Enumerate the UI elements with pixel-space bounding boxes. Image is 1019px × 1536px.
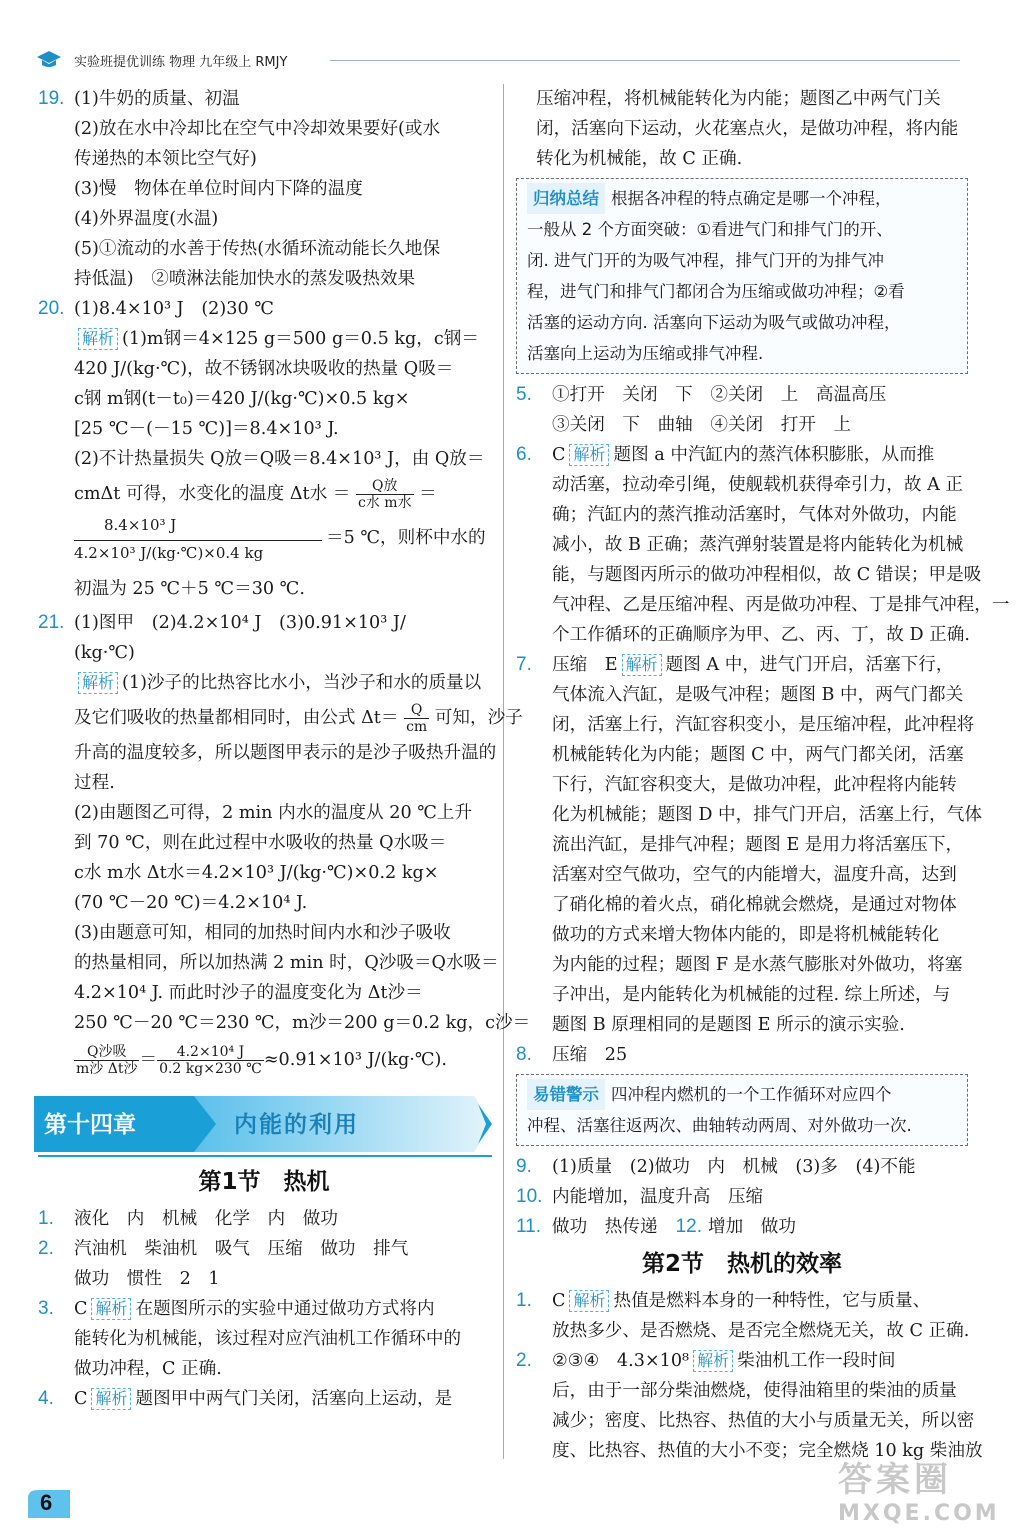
analysis-tag: 解析 bbox=[569, 1290, 609, 1312]
question-7: 7. 压缩 E 解析 题图 A 中，进气门开启，活塞下行， 气体流入汽缸，是吸气冲程；题图 B 中，两气门都关 闭，活塞上行，汽缸容积变小，是压缩冲程，此冲程将 机械能转化为内能；题图 C 中，两气门都关闭，活塞 下行，汽缸容积变大，是做功冲程，此冲程将内能转 化为机械能；题图 D 中，排气门开启，活塞上行，气体 流出汽缸，是排气冲程；题图 E 是用力将活塞压下， 活塞对空气做功，空气的内能增大，温度升高，达到 了硝化棉的着火点，硝化棉就会燃烧，是通过对物体 做功的方式来增大物体内能的，即是将机械能转化 为内能的过程；题图 F 是水蒸气膨胀对外做功，将塞 子冲出，是内能转化为机械能的过程. 综上所述，与 题图 B 原理相同的是题图 E 所示的演示实验. bbox=[516, 654, 982, 1035]
question-number: 20. bbox=[38, 298, 65, 319]
analysis-tag: 解析 bbox=[78, 672, 118, 694]
analysis-tag: 解析 bbox=[91, 1298, 131, 1320]
analysis-tag: 解析 bbox=[78, 328, 118, 350]
column-divider bbox=[503, 84, 504, 1459]
analysis-tag: 解析 bbox=[569, 444, 609, 466]
question-21: 21. (1)图甲 (2)4.2×10⁴ J (3)0.91×10³ J/ (kg·℃) 解析 (1)沙子的比热容比水小，当沙子和水的质量以 及它们吸收的热量都相同时，由公式 Δt＝ $\frac{Q}{cm}$ 可知，沙子 升高的温度较多，所以题图甲表示的是沙子吸热升温的 过程. (2)由题图乙可得，2 min 内水的温度从 20 ℃上升 到 70 ℃，则在此过程中水吸收的热量 Q水吸＝ c水 m水 Δt水＝4.2×10³ J/(kg·℃)×0.2 kg× (70 ℃－20 ℃)＝4.2×10⁴ J. (3)由题意可知，相同的加热时间内水和沙子吸收 的热量相同，所以加热满 2 min 时，Q沙吸＝Q水吸＝ 4.2×10⁴ J. 而此时沙子的温度变化为 Δt沙＝ 250 ℃－20 ℃＝230 ℃，m沙＝200 g＝0.2 kg，c沙＝ $\frac{\text{Q沙吸}}{\text{m沙 Δt沙}}$ ＝ $\frac{\text{4.2×10⁴ J}}{0.2 kg\times 230 ℃}$ ≈0.91×10³ J/(kg·℃). bbox=[38, 608, 490, 1082]
page-number: 6 bbox=[26, 1488, 72, 1520]
question-20: 20. (1)8.4×10³ J (2)30 ℃ 解析 (1)m钢＝4×125 g＝500 g＝0.5 kg，c钢＝ 420 J/(kg·℃)，故不锈钢冰块吸收的热量 Q吸＝ c钢 m钢(t－t₀)＝420 J/(kg·℃)×0.5 kg× [25 ℃－(－15 ℃)]＝8.4×10³ J. (2)不计热量损失 Q放＝Q吸＝8.4×10³ J，由 Q放＝ cmΔt 可得，水变化的温度 Δt水 ＝ $\frac{\text{Q放}}{\text{c水 m水}}$ ＝ 8.4×10³ J 4.2×10³ J/(kg·℃)×0.4 kg ＝5 ℃，则杯中水的 初温为 25 ℃＋5 ℃＝30 ℃. bbox=[38, 294, 490, 604]
question-6: 6. C 解析 题图 a 中汽缸内的蒸汽体积膨胀，从而推 动活塞，拉动牵引绳，使舰载机获得牵引力，故 A 正 确；汽缸内的蒸汽推动活塞时，气体对外做功，内能 减小，故 B 正确；蒸汽弹射装置是将内能转化为机械 能，与题图丙所示的做功冲程相似，故 C 错误；甲是吸 气冲程、乙是压缩冲程、丙是做功冲程、丁是排气冲程，一 个工作循环的正确顺序为甲、乙、丙、丁，故 D 正确. bbox=[516, 444, 1010, 645]
fraction: $\frac{Q}{cm}$ bbox=[406, 701, 428, 735]
warning-title: 易错警示 bbox=[527, 1079, 605, 1110]
chapter-banner bbox=[34, 1094, 490, 1156]
right-column: 压缩冲程，将机械能转化为内能；题图乙中两气门关 闭，活塞向下运动，火花塞点火，是做功冲程，将内能 转化为机械能，故 C 正确. 归纳总结 根据各冲程的特点确定是哪一个冲程， 一般从 2 个方面突破：①看进气门和排气门的开、 闭. 进气门开的为吸气冲程，排气门开的为排气冲 程，进气门和排气门都闭合为压缩或做功冲程；②看 活塞的运动方向. 活塞向下运动为吸气或做功冲程， 活塞向上运动为压缩或排气冲程. 5. ①打开 关闭 下 ②关闭 上 高温高压 ③关闭 下 曲轴 ④关闭 打开 上 6. C 解析 题图 a 中汽缸内的蒸汽体积膨胀，从而推 动活塞，拉动牵引绳，使舰载机获得牵引力，故 A 正 确；汽缸内的蒸汽推动活塞时，气体对外做功，内能 减小，故 B 正确；蒸汽弹射装置是将内能转化为机械 能，与题图丙所示的做功冲程相似，故 C 错误；甲是吸 气冲程、乙是压缩冲程、丙是做功冲程、丁是排气冲程，一 个工作循环的正确顺序为甲、乙、丙、丁，故 D 正确. 7. 压缩 E 解析 题图 A 中，进气门开启，活塞下行， 气体流入汽缸，是吸气冲程；题图 B 中，两气门都关 闭，活塞上行，汽缸容积变小，是压缩冲程，此冲程将 机械能转化为内能；题图 C 中，两气门都关闭，活塞 下行，汽缸容积变大，是做功冲程，此冲程将内能转 化为机械能；题图 D 中，排气门开启，活塞上行，气体 流出汽缸，是排气冲程；题图 E 是用力将活塞压下， 活塞对空气做功，空气的内能增大，温度升高，达到 了硝化棉的着火点，硝化棉就会燃烧，是通过对物体 做功的方式来增大物体内能的，即是将机械能转化 为内能的过程；题图 F 是水蒸气膨胀对外做功，将塞 子冲出，是内能转化为机械能的过程. 综上所述，与 题图 B 原理相同的是题图 E 所示的演示实验. 8. 压缩 25 易错警示 四冲程内燃机的一个工作循环对应四个 冲程、活塞往返两次、曲轴转动两周、对外做功一次. 9. (1)质量 (2)做功 内 机械 (3)多 (4)不能 10. 内能增加，温度升高 压缩 11. 做功 热传递 12. 增加 做功 第2节 热机的效率 1. C 解析 热值是燃料本身的一种特性，它与质量、 放热多少、是否燃烧、是否完全燃烧无关，故 C 正确. 2. ②③④ 4.3×10⁸ 解析 柴油机工作一段时间 后，由于一部分柴油燃烧，使得油箱里的柴油的质量 减少；密度、比热容、热值的大小与质量无关，所以密 度、比热容、热值的大小不变；完全燃烧 10 kg 柴油放 bbox=[516, 84, 968, 1466]
question-number: 21. bbox=[38, 612, 65, 633]
page-header bbox=[0, 0, 1019, 78]
graduation-cap-icon bbox=[36, 50, 62, 70]
warning-box: 易错警示 四冲程内燃机的一个工作循环对应四个 冲程、活塞往返两次、曲轴转动两周、对外做功一次. bbox=[516, 1074, 968, 1146]
section1-answers: 1. 液化 内 机械 化学 内 做功 2. 汽油机 柴油机 吸气 压缩 做功 排气 做功 惯性 2 1 3. C 解析 在题图所示的实验中通过做功方式将内 能转化为机械能，该过程对应汽油机工作循环中的 做功冲程，C 正确. 4. C 解析 题图甲中两气门关闭，活塞向上运动，是 bbox=[38, 1208, 462, 1409]
series-title: 实验班提优训练 物理 九年级上 RMJY bbox=[74, 55, 288, 70]
question-19: 19. (1)牛奶的质量、初温 (2)放在水中冷却比在空气中冷却效果要好(或水 传递热的本领比空气好) (3)慢 物体在单位时间内下降的温度 (4)外界温度(水温) (5)①流动的水善于传热(水循环流动能长久地保 持低温) ②喷淋法能加快水的蒸发吸热效果 bbox=[38, 84, 490, 294]
header-rule bbox=[330, 60, 960, 61]
analysis-tag: 解析 bbox=[693, 1350, 733, 1372]
watermark: 答案圈 MXQE.COM bbox=[838, 1460, 1000, 1526]
section2-answers: 1. C 解析 热值是燃料本身的一种特性，它与质量、 放热多少、是否燃烧、是否完全燃烧无关，故 C 正确. 2. ②③④ 4.3×10⁸ 解析 柴油机工作一段时间 后，由于一部分柴油燃烧，使得油箱里的柴油的质量 减少；密度、比热容、热值的大小与质量无关，所以密 度、比热容、热值的大小不变；完全燃烧 10 kg 柴油放 bbox=[516, 1290, 983, 1461]
chapter-label: 第十四章 bbox=[44, 1112, 136, 1138]
summary-title: 归纳总结 bbox=[527, 183, 605, 214]
section-title: 第1节 热机 bbox=[198, 1169, 330, 1195]
left-column bbox=[38, 84, 531, 1414]
fraction: $\frac{\text{Q放}}{\text{c水 m水}}$ bbox=[358, 477, 412, 511]
fraction-equation: $\frac{\text{Q沙吸}}{\text{m沙 Δt沙}}$ ＝ $\frac{\text{4.2×10⁴ J}}{0.2 kg\times 230 ℃}$ ≈0.91×10³ J/(kg·℃). bbox=[76, 1043, 448, 1077]
analysis-tag: 解析 bbox=[91, 1388, 131, 1410]
summary-box: 归纳总结 根据各冲程的特点确定是哪一个冲程， 一般从 2 个方面突破：①看进气门和排气门的开、 闭. 进气门开的为吸气冲程，排气门开的为排气冲 程，进气门和排气门都闭合为压缩或做功冲程；②看 活塞的运动方向. 活塞向下运动为吸气或做功冲程， 活塞向上运动为压缩或排气冲程. bbox=[516, 178, 968, 374]
chapter-name: 内能的利用 bbox=[234, 1112, 359, 1138]
section-title: 第2节 热机的效率 bbox=[641, 1251, 842, 1277]
fraction-equation: 8.4×10³ J 4.2×10³ J/(kg·℃)×0.4 kg ＝5 ℃，则杯中水的 bbox=[74, 516, 486, 562]
question-number: 19. bbox=[38, 88, 65, 109]
analysis-tag: 解析 bbox=[622, 654, 662, 676]
